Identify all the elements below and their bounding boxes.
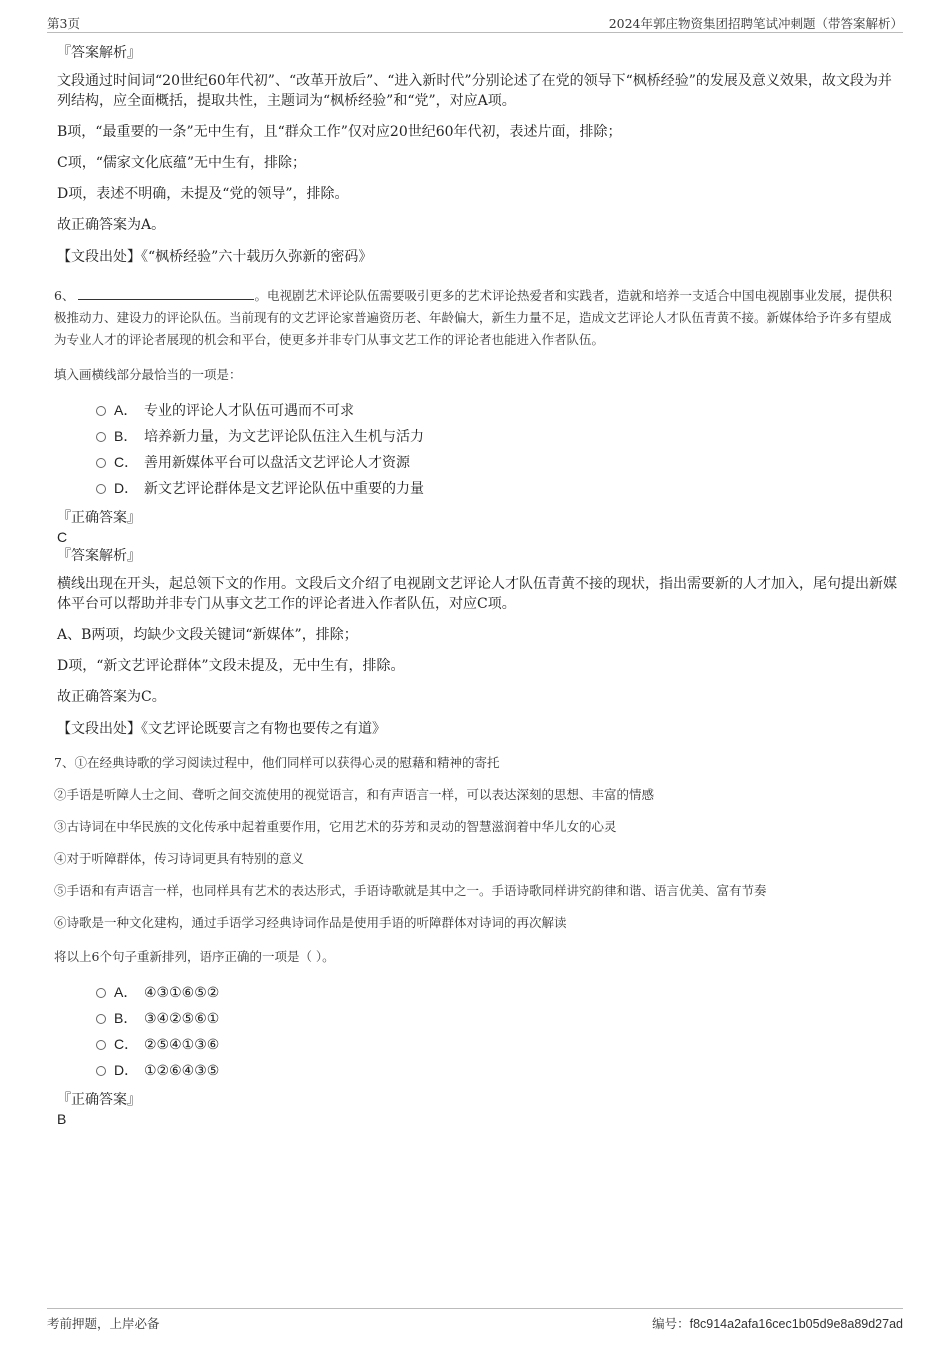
question-instruction: 将以上6个句子重新排列，语序正确的一项是（ ）。 [54, 949, 335, 964]
page-footer [47, 1308, 903, 1333]
option-a[interactable]: A． ④③①⑥⑤② [94, 979, 900, 1005]
question-6-options [94, 397, 900, 501]
analysis-paragraph: B项，“最重要的一条”无中生有，且“群众工作”仅对应20世纪60年代初，表述片面，排除； [57, 124, 622, 140]
analysis-paragraph: C项，“儒家文化底蕴”无中生有，排除； [57, 155, 307, 171]
correct-answer-tag: 『正确答案』 [57, 510, 141, 526]
passage-source: 【文段出处】《文艺评论既要言之有物也要传之有道》 [57, 721, 386, 737]
radio-button[interactable] [96, 1040, 106, 1050]
option-b[interactable]: B． ③④②⑤⑥① [94, 1005, 900, 1031]
page-content [54, 44, 900, 1129]
correct-answer: C [57, 529, 68, 545]
radio-button[interactable] [96, 406, 106, 416]
question-7-sentence: ③古诗词在中华民族的文化传承中起着重要作用，它用艺术的芬芳和灵动的智慧滋润着中华儿女的心灵 [54, 819, 617, 834]
question-7-sentence: ⑥诗歌是一种文化建构，通过手语学习经典诗词作品是使用手语的听障群体对诗词的再次解读 [54, 915, 567, 930]
analysis-paragraph: A、B两项，均缺少文段关键词“新媒体”，排除； [57, 627, 358, 643]
question-7-sentence: ④对于听障群体，传习诗词更具有特别的意义 [54, 851, 305, 866]
analysis-paragraph: 故正确答案为A。 [57, 217, 166, 233]
question-number: 6、 [54, 288, 75, 303]
correct-answer-tag: 『正确答案』 [57, 1092, 141, 1108]
question-instruction: 填入画横线部分最恰当的一项是： [54, 367, 242, 382]
fill-blank-line [78, 287, 254, 300]
option-a[interactable]: A． 专业的评论人才队伍可遇而不可求 [94, 397, 900, 423]
analysis-paragraph: D项，表述不明确，未提及“党的领导”，排除。 [57, 186, 349, 202]
document-title: 2024年郭庄物资集团招聘笔试冲刺题（带答案解析） [608, 16, 903, 31]
option-c[interactable]: C． ②⑤④①③⑥ [94, 1031, 900, 1057]
question-7-sentence: ⑤手语和有声语言一样，也同样具有艺术的表达形式，手语诗歌就是其中之一。手语诗歌同样讲究韵律和谐、语言优美、富有节奏 [54, 883, 767, 898]
radio-button[interactable] [96, 458, 106, 468]
analysis-paragraph: D项，“新文艺评论群体”文段未提及，无中生有，排除。 [57, 658, 405, 674]
question-7-options [94, 979, 900, 1083]
passage-source: 【文段出处】《“枫桥经验”六十载历久弥新的密码》 [57, 249, 373, 265]
option-b[interactable]: B． 培养新力量，为文艺评论队伍注入生机与活力 [94, 423, 900, 449]
analysis-tag: 『答案解析』 [57, 45, 141, 61]
radio-button[interactable] [96, 988, 106, 998]
radio-button[interactable] [96, 1014, 106, 1024]
question-6-stem [54, 285, 900, 351]
option-d[interactable]: D． 新文艺评论群体是文艺评论队伍中重要的力量 [94, 475, 900, 501]
analysis-tag: 『答案解析』 [57, 548, 141, 564]
question-number: 7、 [54, 755, 75, 770]
question-7-sentence: 7、①在经典诗歌的学习阅读过程中，他们同样可以获得心灵的慰藉和精神的寄托 [54, 755, 500, 770]
radio-button[interactable] [96, 432, 106, 442]
question-text: 。电视剧艺术评论队伍需要吸引更多的艺术评论热爱者和实践者，造就和培养一支适合中国电视剧事业发展，提供积极推动力、建设力的评论队伍。当前现有的文艺评论家普遍资历老、年龄偏大，新生力量不足，造成文艺评论人才队伍青黄不接。新媒体给予许多有望成为专业人才的评论者展现的机会和平台，使更多并非专门从事文艺工作的评论者也能进入作者队伍。 [54, 288, 892, 347]
correct-answer: B [57, 1111, 67, 1127]
footer-slogan: 考前押题，上岸必备 [47, 1316, 160, 1331]
option-c[interactable]: C． 善用新媒体平台可以盘活文艺评论人才资源 [94, 449, 900, 475]
analysis-paragraph: 故正确答案为C。 [57, 689, 166, 705]
document-code: 编号：f8c914a2afa16cec1b05d9e8a89d27ad [652, 1316, 903, 1331]
page-number: 第3页 [47, 16, 80, 31]
question-7-sentence: ②手语是听障人士之间、聋听之间交流使用的视觉语言，和有声语言一样，可以表达深刻的思想、丰富的情感 [54, 787, 655, 802]
analysis-paragraph: 横线出现在开头，起总领下文的作用。文段后文介绍了电视剧文艺评论人才队伍青黄不接的现状，指出需要新的人才加入，尾句提出新媒体平台可以帮助并非专门从事文艺工作的评论者进入作者队伍，对应C项。 [57, 576, 897, 612]
radio-button[interactable] [96, 1066, 106, 1076]
radio-button[interactable] [96, 484, 106, 494]
option-d[interactable]: D． ①②⑥④③⑤ [94, 1057, 900, 1083]
page-header [47, 12, 903, 33]
analysis-paragraph: 文段通过时间词“20世纪60年代初”、“改革开放后”、“进入新时代”分别论述了在党的领导下“枫桥经验”的发展及意义效果，故文段为并列结构，应全面概括，提取共性，主题词为“枫桥经验”和“党”，对应A项。 [57, 73, 892, 109]
